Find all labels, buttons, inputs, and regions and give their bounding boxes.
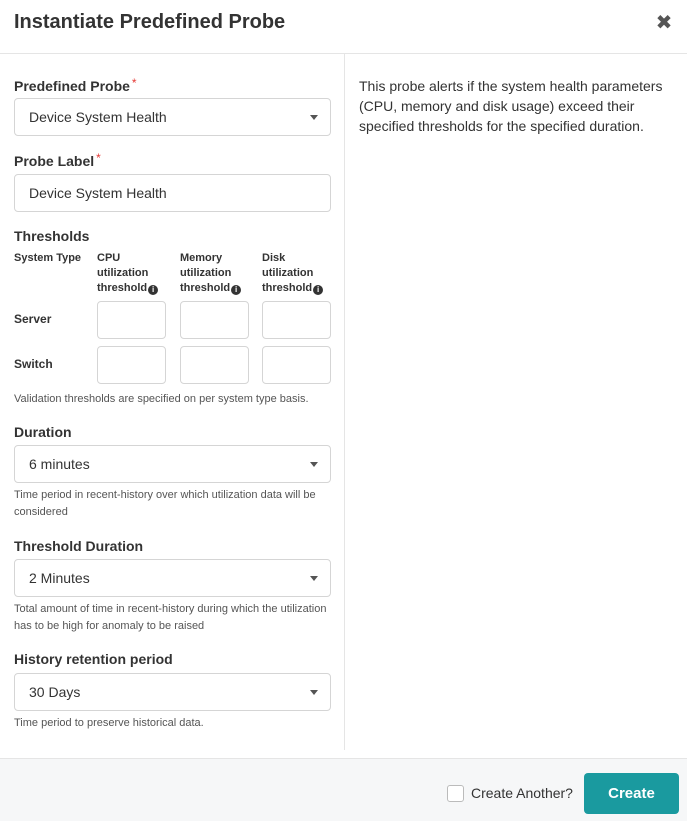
chevron-down-icon — [310, 576, 318, 581]
predefined-probe-value: Device System Health — [29, 109, 167, 125]
col-cpu-threshold: CPU utilization threshold i — [97, 251, 158, 296]
form-panel — [0, 54, 345, 750]
history-retention-select[interactable] — [14, 673, 331, 711]
dialog-footer — [0, 758, 687, 821]
server-disk-input[interactable] — [262, 301, 331, 339]
chevron-down-icon — [310, 462, 318, 467]
chevron-down-icon — [310, 115, 318, 120]
switch-memory-input[interactable] — [180, 346, 249, 384]
switch-disk-input[interactable] — [262, 346, 331, 384]
required-mark: * — [131, 76, 137, 90]
close-icon[interactable]: ✖ — [655, 12, 673, 34]
thresholds-label: Thresholds — [14, 228, 90, 244]
col-disk-threshold: Disk utilization threshold i — [262, 251, 323, 296]
info-icon[interactable]: i — [231, 285, 241, 295]
server-cpu-input[interactable] — [97, 301, 166, 339]
row-label-server: Server — [14, 312, 52, 326]
history-retention-help: Time period to preserve historical data. — [14, 717, 204, 729]
dialog-header — [0, 0, 687, 54]
duration-label: Duration — [14, 424, 72, 440]
create-another-label[interactable]: Create Another? — [471, 785, 573, 801]
history-retention-label: History retention period — [14, 651, 173, 667]
threshold-duration-label: Threshold Duration — [14, 538, 144, 554]
threshold-duration-select[interactable] — [14, 559, 331, 597]
predefined-probe-select[interactable] — [14, 98, 331, 136]
info-icon[interactable]: i — [148, 285, 158, 295]
create-button[interactable]: Create — [584, 773, 679, 814]
row-label-switch: Switch — [14, 357, 53, 371]
col-memory-threshold: Memory utilization threshold i — [180, 251, 241, 296]
predefined-probe-label: Predefined Probe * — [14, 76, 137, 94]
switch-cpu-input[interactable] — [97, 346, 166, 384]
probe-label-input[interactable] — [14, 174, 331, 212]
chevron-down-icon — [310, 690, 318, 695]
description-panel — [345, 54, 687, 750]
create-another-checkbox[interactable] — [447, 785, 464, 802]
col-system-type: System Type — [14, 252, 82, 264]
duration-value: 6 minutes — [29, 456, 90, 472]
dialog-title: Instantiate Predefined Probe — [14, 11, 286, 33]
duration-help: Time period in recent-history over which utilization data will be considered — [14, 489, 316, 518]
required-mark: * — [96, 151, 101, 165]
thresholds-help: Validation thresholds are specified on per system type basis. — [14, 393, 309, 405]
probe-label-label: Probe Label * — [14, 151, 101, 169]
probe-label-value: Device System Health — [29, 185, 167, 201]
info-icon[interactable]: i — [313, 285, 323, 295]
history-retention-value: 30 Days — [29, 684, 81, 700]
probe-description: This probe alerts if the system health parameters (CPU, memory and disk usage) exceed their specified thresholds for the specified duration. — [359, 78, 663, 134]
server-memory-input[interactable] — [180, 301, 249, 339]
threshold-duration-value: 2 Minutes — [29, 570, 90, 586]
threshold-duration-help: Total amount of time in recent-history during which the utilization has to be high for anomaly to be raised — [14, 603, 327, 632]
duration-select[interactable] — [14, 445, 331, 483]
